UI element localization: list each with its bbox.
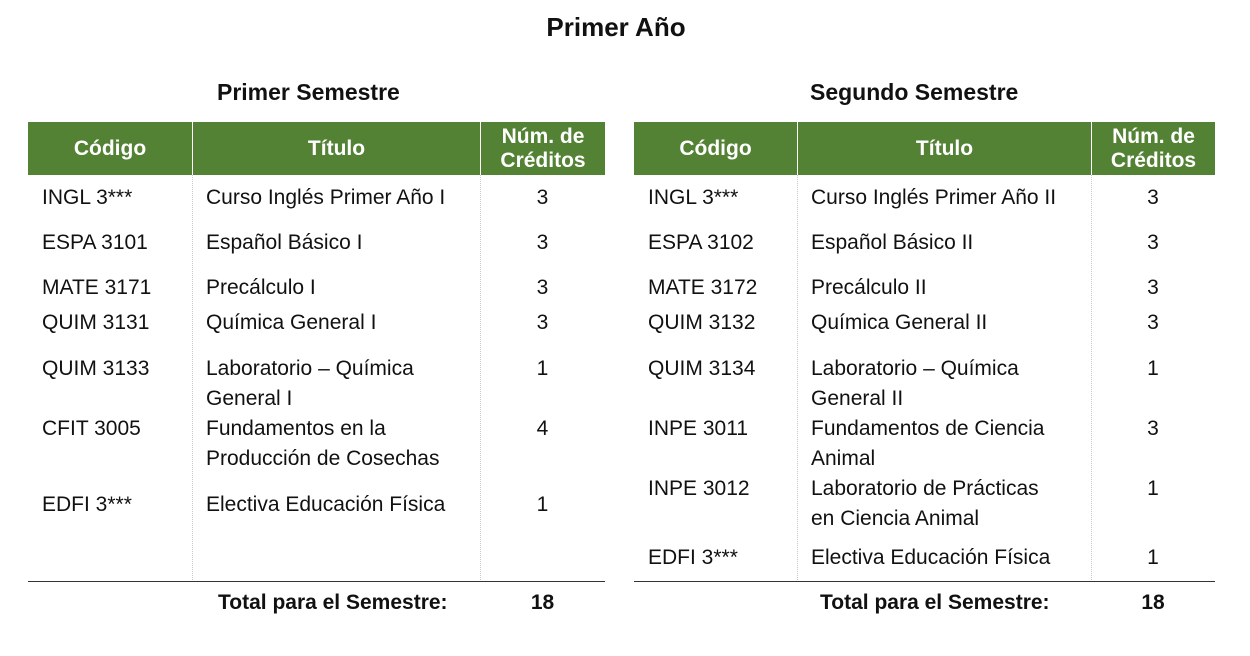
course-credits: 1 (1147, 546, 1159, 569)
course-title: Precálculo II (811, 276, 927, 299)
header-credits-line2: Créditos (1110, 148, 1197, 172)
header-title: Título (797, 122, 1091, 175)
course-title: Fundamentos en la (206, 417, 386, 440)
course-credits: 3 (536, 311, 549, 334)
course-credits: 3 (536, 276, 549, 299)
course-credits: 4 (536, 417, 549, 440)
header-credits (480, 122, 605, 175)
course-code: INPE 3011 (648, 417, 749, 440)
header-credits-line1: Núm. de (1112, 124, 1195, 148)
course-credits: 1 (1147, 477, 1159, 500)
course-title: Laboratorio – Química (206, 357, 414, 380)
course-code: QUIM 3131 (42, 311, 150, 334)
column-divider (797, 175, 799, 582)
total-label: Total para el Semestre: (218, 591, 448, 614)
course-title: Animal (811, 447, 876, 470)
course-title: Producción de Cosechas (206, 447, 440, 470)
course-code: EDFI 3*** (42, 493, 132, 516)
course-code: INGL 3*** (648, 186, 739, 209)
course-code: CFIT 3005 (42, 417, 141, 440)
course-code: ESPA 3102 (648, 231, 754, 254)
course-title: Curso Inglés Primer Año I (206, 186, 446, 209)
total-value: 18 (530, 591, 555, 614)
course-code: MATE 3172 (648, 276, 758, 299)
total-label: Total para el Semestre: (820, 591, 1050, 614)
course-code: INPE 3012 (648, 477, 750, 500)
header-title: Título (192, 122, 480, 175)
course-credits: 3 (536, 231, 549, 254)
course-title: Español Básico I (206, 231, 363, 254)
column-divider (192, 175, 194, 582)
course-title: en Ciencia Animal (811, 507, 980, 530)
first-semester-header (28, 122, 605, 175)
course-title: Curso Inglés Primer Año II (811, 186, 1057, 209)
table-bottom-rule (634, 581, 1215, 582)
table-bottom-rule (28, 581, 605, 582)
header-code: Código (73, 136, 147, 160)
course-credits: 3 (1147, 276, 1159, 299)
course-title: Química General II (811, 311, 988, 334)
header-code: Código (679, 136, 752, 160)
second-semester-header (634, 122, 1215, 175)
header-credits-line1: Núm. de (501, 124, 585, 148)
course-credits: 3 (1147, 186, 1159, 209)
course-title: General II (811, 387, 904, 410)
first-semester-title: Primer Semestre (217, 79, 400, 105)
course-code: EDFI 3*** (648, 546, 738, 569)
course-credits: 1 (536, 493, 549, 516)
course-credits: 1 (536, 357, 549, 380)
course-title: Química General I (206, 311, 377, 334)
course-title: Electiva Educación Física (811, 546, 1051, 569)
course-title: Fundamentos de Ciencia (811, 417, 1045, 440)
course-title: Precálculo I (206, 276, 316, 299)
page-title: Primer Año (546, 12, 686, 42)
header-credits-line2: Créditos (500, 148, 586, 172)
course-code: INGL 3*** (42, 186, 133, 209)
header-credits (1091, 122, 1215, 175)
course-title: Español Básico II (811, 231, 974, 254)
second-semester-title: Segundo Semestre (810, 79, 1019, 105)
course-credits: 3 (1147, 417, 1159, 440)
course-title: General I (206, 387, 293, 410)
course-code: QUIM 3132 (648, 311, 756, 334)
course-credits: 1 (1147, 357, 1159, 380)
total-value: 18 (1141, 591, 1165, 614)
course-code: MATE 3171 (42, 276, 152, 299)
course-credits: 3 (1147, 231, 1159, 254)
course-code: ESPA 3101 (42, 231, 148, 254)
course-title: Laboratorio – Química (811, 357, 1019, 380)
course-credits: 3 (536, 186, 549, 209)
course-code: QUIM 3134 (648, 357, 756, 380)
course-title: Electiva Educación Física (206, 493, 446, 516)
course-credits: 3 (1147, 311, 1159, 334)
course-title: Laboratorio de Prácticas (811, 477, 1039, 500)
course-code: QUIM 3133 (42, 357, 150, 380)
